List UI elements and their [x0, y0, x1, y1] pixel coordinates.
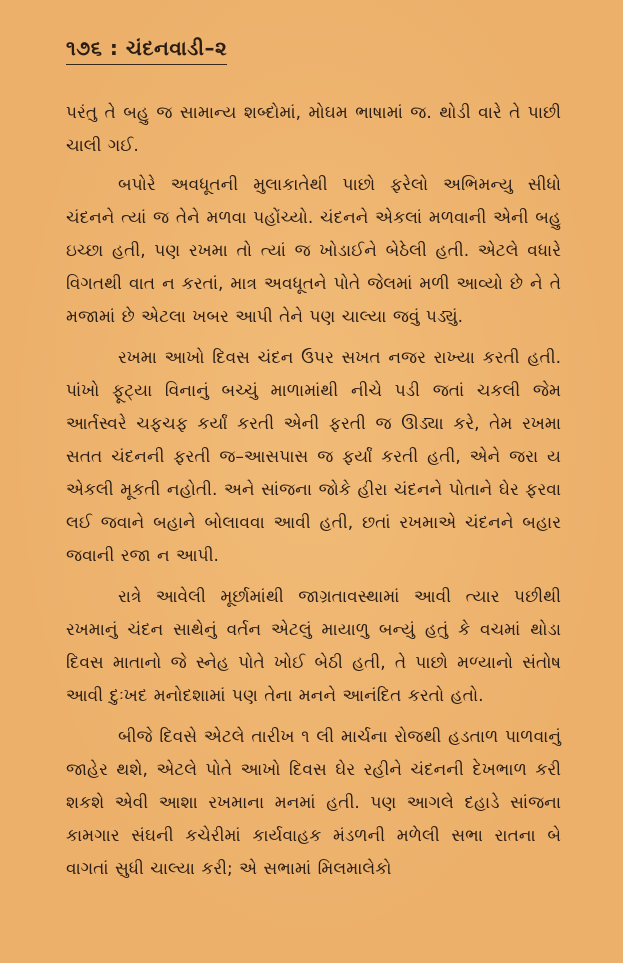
paragraph: બીજે દિવસે એટલે તારીખ ૧ લી માર્ચના રોજથી હડતાળ પાળવાનું જાહેર થશે, એટલે પોતે આખો દિવસ ઘેર રહીને ચંદનની દેખભાળ કરી શકશે એવી આશા રખમાના મનમાં હતી. પણ આગલે દહાડે સાંજના કામગાર સંઘની કચેરીમાં કાર્યવાહક મંડળની મળેલી સભા રાતના બે વાગતાં સુધી ચાલ્યા કરી; એ સભામાં મિલમાલેકો: [66, 727, 561, 879]
paragraph: રખમા આખો દિવસ ચંદન ઉપર સખત નજર રાખ્યા કરતી હતી. પાંખો ફૂટ્યા વિનાનું બચ્ચું માળામાંથી નીચે પડી જતાં ચકલી જેમ આર્તસ્વરે ચફચફ કર્યાં કરતી એની ફરતી જ ઊડ્યા કરે, તેમ રખમા સતત ચંદનની ફરતી જ–આસપાસ જ ફર્યાં કરતી હતી, એને જરા ય એકલી મૂકતી નહોતી. અને સાંજના જોકે હીરા ચંદનને પોતાને ઘેર ફરવા લઈ જવાને બહાને બોલાવવા આવી હતી, છતાં રખમાએ ચંદનને બહાર જવાની રજા ન આપી.: [66, 348, 561, 566]
paragraph-continuation: પરંતુ તે બહુ જ સામાન્ય શબ્દોમાં, મોઘમ ભાષામાં જ. થોડી વારે તે પાછી ચાલી ગઈ.: [66, 103, 561, 156]
paragraph: બપોરે અવધૂતની મુલાકાતેથી પાછો ફરેલો અભિમન્યુ સીધો ચંદનને ત્યાં જ તેને મળવા પહોંચ્યો. ચંદનને એકલાં મળવાની એની બહુ ઇચ્છા હતી, પણ રખમા તો ત્યાં જ ખોડાઈને બેઠેલી હતી. એટલે વધારે વિગતથી વાત ન કરતાં, માત્ર અવધૂતને પોતે જેલમાં મળી આવ્યો છે ને તે મજામાં છે એટલા ખબર આપી તેને પણ ચાલ્યા જવું પડ્યું.: [66, 175, 561, 327]
running-head: ૧૭૬ : ચંદનવાડી–૨: [66, 36, 227, 65]
paragraph: રાત્રે આવેલી મૂર્છામાંથી જાગ્રતાવસ્થામાં આવી ત્યાર પછીથી રખમાનું ચંદન સાથેનું વર્તન એટલું માયાળુ બન્યું હતું કે વચમાં થોડા દિવસ માતાનો જે સ્નેહ પોતે ખોઈ બેઠી હતી, તે પાછો મળ્યાનો સંતોષ આવી દુઃખદ મનોદશામાં પણ તેના મનને આનંદિત કરતો હતો.: [66, 587, 561, 706]
